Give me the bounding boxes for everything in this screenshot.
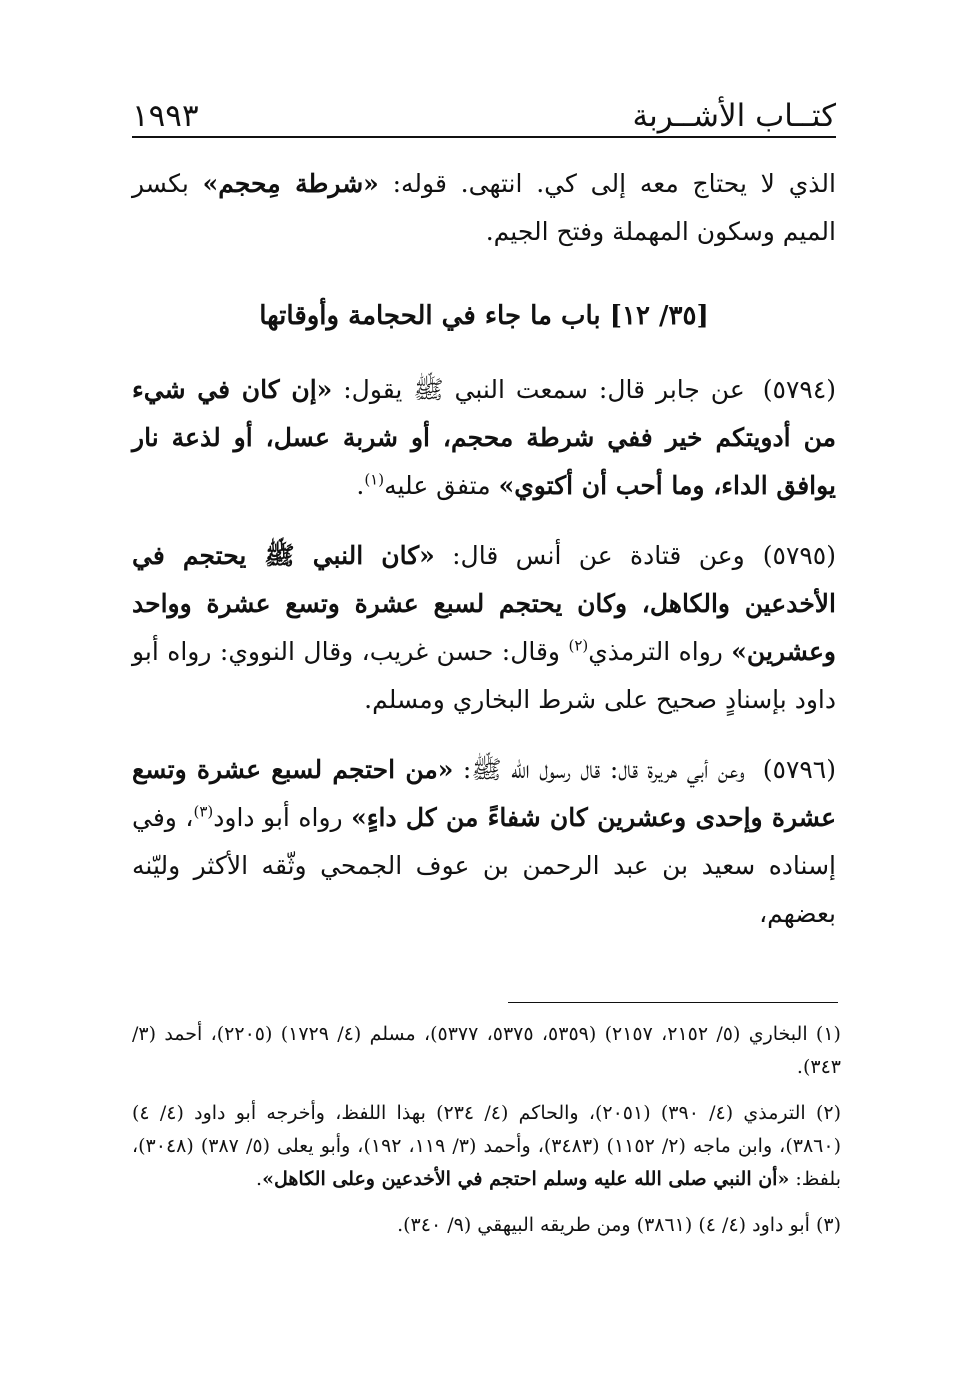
hadith-quote: «من احتجم لسبع عشرة وتسع عشرة وإحدى وعشرين كان شفاءً من كل داءٍ» [132,755,836,832]
page-header [132,92,836,138]
footnote-separator [508,1002,838,1003]
hadith-intro: وعن أبي هريرة قال: قال رسول الله ﷺ: [453,755,745,784]
continuation-paragraph [132,160,836,256]
footnote [132,1209,841,1242]
hadith-intro: وعن قتادة عن أنس قال: [434,541,745,570]
hadith-quote: «إن كان في شيء من أدويتكم خير ففي شرطة محجم، أو شربة عسل، أو لذعة نار يوافق الداء، وما أحب أن أكتوي» [132,375,836,500]
footnote [132,1018,841,1084]
hadith-outro-end: وقال: حسن غريب، وقال النووي: رواه أبو داود بإسنادٍ صحيح على شرط البخاري ومسلم. [132,637,836,714]
footnote-text: (٣) أبو داود (٤/ ٤) (٣٨٦١) ومن طريقه البيهقي (٩/ ٣٤٠). [397,1214,841,1236]
continuation-text-a: الذي لا يحتاج معه إلى كي. انتهى. قوله: [378,169,836,198]
footnote-ref: (١) [364,470,385,489]
hadith-paragraph [132,532,836,724]
footnote-ref: (٢) [568,636,589,655]
hadith-paragraph [132,366,836,510]
hadith-intro: عن جابر قال: سمعت النبي ﷺ يقول: [332,375,745,404]
hadith-quote: «كان النبي ﷺ يحتجم في الأخدعين والكاهل، وكان يحتجم لسبع عشرة وتسع عشرة وواحد وعشرين» [132,541,836,666]
hadith-outro-end: . [356,471,365,500]
hadith-outro: متفق عليه [384,471,499,500]
running-title: كتــاب الأشــربة [632,98,836,134]
footnote-text-end: . [256,1168,263,1190]
hadith-number: (٥٧٩٥) [762,541,836,570]
continuation-quote: «شرطة مِحجم» [202,169,379,198]
hadith-outro: رواه الترمذي [588,637,732,666]
section-heading: [٣٥/ ١٢] باب ما جاء في الحجامة وأوقاتها [259,301,709,331]
footnote-quote: «أن النبي صلى الله عليه وسلم احتجم في الأخدعين وعلى الكاهل» [262,1168,790,1190]
hadith-number: (٥٧٩٤) [762,375,837,404]
hadith-paragraph [132,746,836,938]
hadith-number: (٥٧٩٦) [762,755,836,784]
hadith-outro-end: ، وفي إسناده سعيد بن عبد الرحمن بن عوف الجمحي وثّقه الأكثر وليّنه بعضهم، [132,803,836,928]
hadith-outro: رواه أبو داود [213,803,352,832]
footnote [132,1097,841,1196]
main-text [132,160,836,960]
footnote-ref: (٣) [193,802,214,821]
page-number: ١٩٩٣ [132,98,199,134]
continuation-text-b: بكسر الميم وسكون المهملة وفتح الجيم. [132,169,836,246]
footnote-text: (١) البخاري (٥/ ٢١٥٢، ٢١٥٧) (٥٣٥٩، ٥٣٧٥، ٥٣٧٧)، مسلم (٤/ ١٧٢٩) (٢٢٠٥)، أحمد (٣/ ٣٤٣). [132,1023,841,1078]
footnotes [132,1018,841,1255]
footnote-text: (٢) الترمذي (٤/ ٣٩٠) (٢٠٥١)، والحاكم (٤/ ٢٣٤) بهذا اللفظ، وأخرجه أبو داود (٤/ ٤) (٣٨٦٠)، وابن ماجه (٢/ ١١٥٢) (٣٤٨٣)، وأحمد (٣/ ١١٩، ١٩٢)، وأبو يعلى (٥/ ٣٨٧) (٣٠٤٨)، بلفظ: [132,1102,841,1190]
